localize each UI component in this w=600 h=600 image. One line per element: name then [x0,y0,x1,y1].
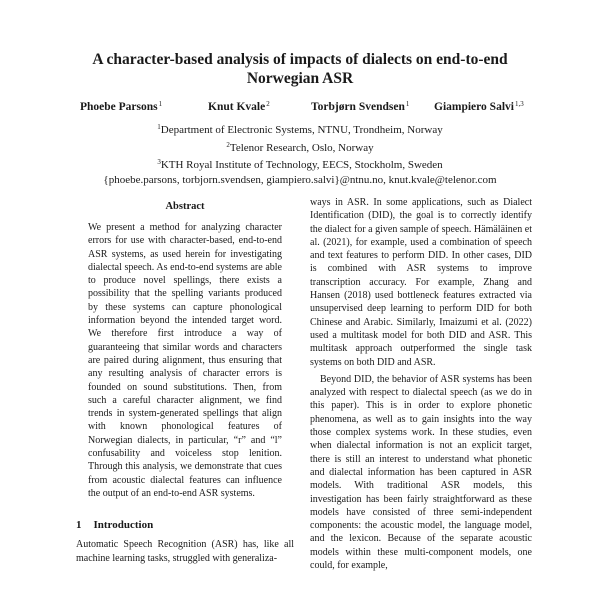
affiliation-mark: 2 [226,140,230,149]
author-name: Phoebe Parsons [80,101,158,113]
affiliation-mark: 1 [157,123,161,131]
section-number: 1 [76,519,82,532]
author-affil-mark: 1,3 [514,100,524,108]
author-1 [80,97,162,114]
body-paragraph-1: ways in ASR. In some applications, such as Dialect Identification (DID), the goal is to correctly identify the dialect for a given sample of speech. Hämäläinen et al. (2021), for example, used a combination of speech and text features to perform DID. In other cases, DID is combined with ASR systems to improve transcription accuracy. For example, Zhang and Hansen (2018) used bottleneck features extracted via unsupervised deep learning to perform DID for both Chinese and Arabic. Similarly, Imaizumi et al. (2022) used a multitask model for both DID and ASR. This multitask approach outperformed the single task systems on both DID and ASR. [310,197,532,368]
paper-title-line-2: Norwegian ASR [246,70,354,87]
abstract-heading: Abstract [165,201,205,212]
author-4 [434,97,524,114]
author-affil-mark: 2 [266,100,270,108]
author-emails: {phoebe.parsons, torbjorn.svendsen, giampiero.salvi}@ntnu.no, knut.kvale@telenor.com [103,173,497,186]
author-3 [311,97,409,114]
affiliation-list [60,120,540,187]
affiliation-text: Telenor Research, Oslo, Norway [229,141,374,154]
affiliation-mark: 3 [157,158,161,167]
author-name: Knut Kvale [208,101,266,113]
paper-title-line-1: A character-based analysis of impacts of dialects on end-to-end [92,51,508,68]
paper-title [60,50,540,88]
author-affil-mark: 1 [158,100,163,108]
left-column [76,196,294,565]
abstract-body: We present a method for analyzing character errors for use with character-based, end-to-end ASR systems, as used herein for investigating dialectal speech. As end-to-end systems are able to produce novel spellings, there exists a possibility that the spelling variants produced by these systems can capture phonological information beyond the intended target word. We therefore first introduce a way of guaranteeing that similar words and characters are paired during alignment, thus ensuring that any resulting analysis of character errors is founded on sound substitutions. Then, from such a careful character alignment, we find trends in system-generated spellings that align with known phonological features of Norwegian dialects, in particular, “r” and “l” confusability and voiceless stop lenition. Through this analysis, we demonstrate that cues from acoustic dialectal features can influence the output of an end-to-end ASR systems. [88,222,282,499]
author-name: Torbjørn Svendsen [311,101,405,113]
affiliation-text: Department of Electronic Systems, NTNU, Trondheim, Norway [160,124,443,136]
author-2 [208,97,270,114]
affiliation-3 [60,155,540,173]
section-heading-introduction [76,518,294,532]
affiliation-1 [60,120,540,138]
author-affil-mark: 1 [405,100,410,108]
introduction-paragraph: Automatic Speech Recognition (ASR) has, like all machine learning tasks, struggled with generaliza- [76,539,294,564]
affiliation-2 [60,138,540,156]
author-name: Giampiero Salvi [434,101,514,113]
affiliation-text: KTH Royal Institute of Technology, EECS, Stockholm, Sweden [160,159,443,172]
body-paragraph-2: Beyond DID, the behavior of ASR systems has been analyzed with respect to dialectal speech (as we do in this paper). This is in order to explore phonetic phenomena, as well as to gain insights into the way those complex systems work. In these studies, even when dialectal information is not an explicit target, there is still an interest to understand what phonetic and dialectal information has been captured in ASR models. With traditional ASR models, this investigation has been fairly straightforward as these models have consisted of three semi-independent components: the acoustic model, the language model, and the lexicon. Because of the separate acoustic models within these multi-component models, one could, for example, [310,373,532,572]
right-column [310,196,532,572]
section-title: Introduction [93,519,154,532]
